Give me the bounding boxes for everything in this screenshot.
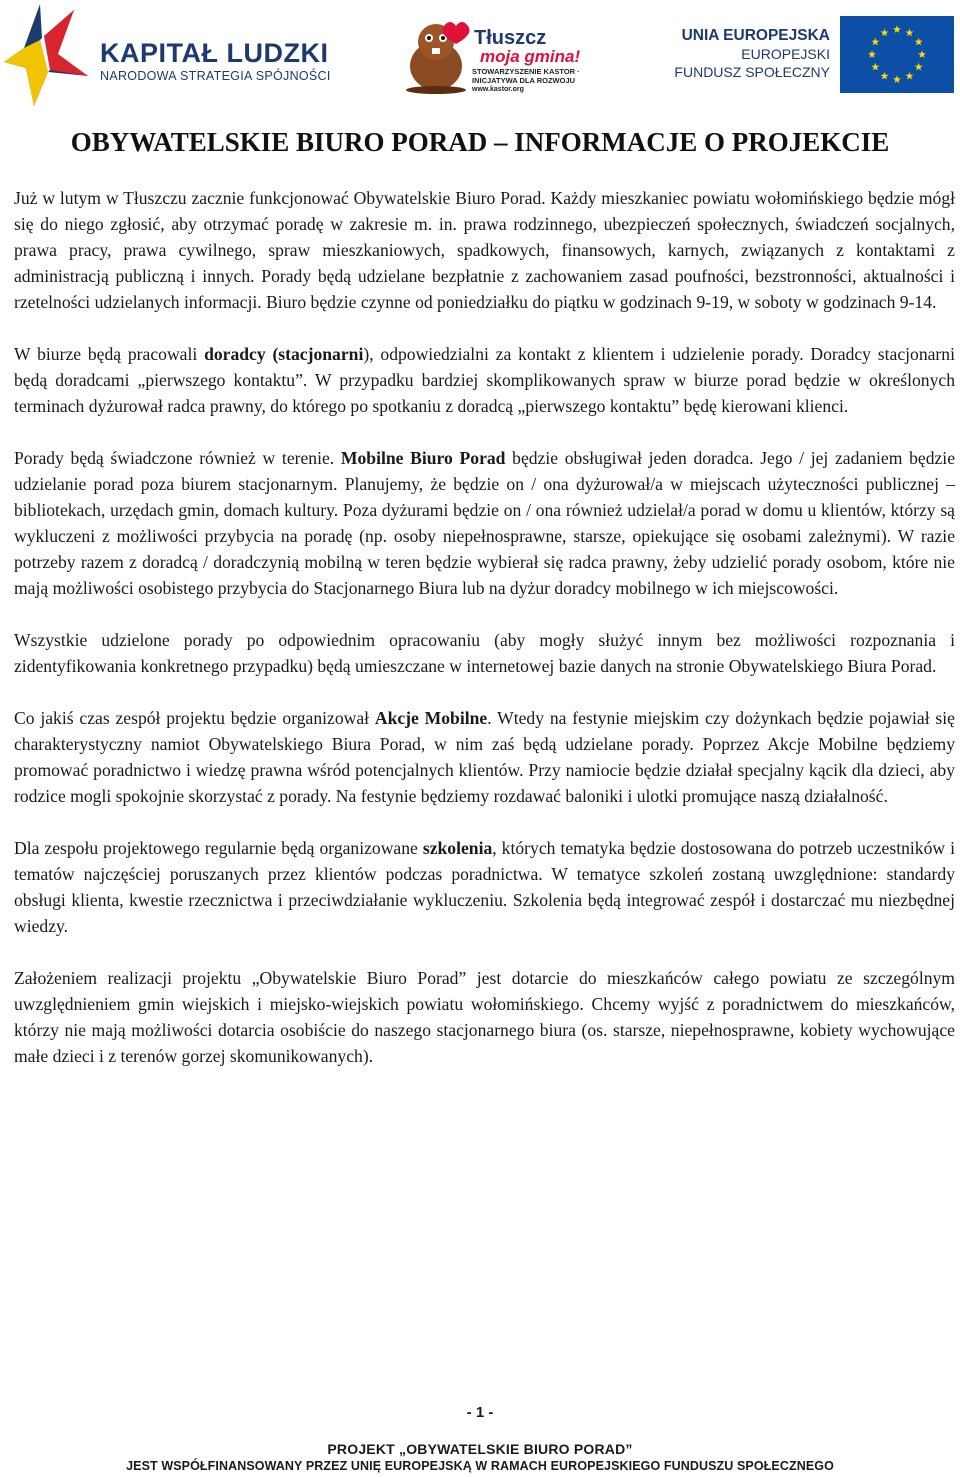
- page-header: [0, 0, 960, 108]
- kastor-slogan: moja gmina!: [480, 47, 581, 66]
- footer-line-2: JEST WSPÓŁFINANSOWANY PRZEZ UNIĘ EUROPEJSKĄ W RAMACH EUROPEJSKIEGO FUNDUSZU SPOŁECZNEGO: [126, 1459, 834, 1473]
- paragraph-database: Wszystkie udzielone porady po odpowiednim opracowaniu (aby mogły służyć innym bez możliwości rozpoznania i zidentyfikowania konkretnego przypadku) będą umieszczane w internetowej bazie danych na stronie Obywatelskiego Biura Porad.: [14, 630, 955, 676]
- text-run: ), odpowiedzialni za kontakt z klientem i udzielenie porady. Doradcy stacjonarni będą doradcami „pierwszego kontaktu”. W przypadku bardziej skomplikowanych spraw w biurze porad będzie w określonych terminach dyżurował radca prawny, do którego po spotkaniu z doradcą „pierwszego kontaktu” będę kierowani klienci.: [14, 344, 955, 416]
- beaver-icon: [400, 18, 472, 94]
- page-number: - 1 -: [466, 1404, 494, 1421]
- eu-line-1: UNIA EUROPEJSKA: [681, 27, 830, 44]
- eu-line-3: FUNDUSZ SPOŁECZNY: [674, 64, 830, 80]
- kapital-ludzki-star-icon: [4, 2, 100, 106]
- bold-text: Mobilne Biuro Porad: [340, 448, 506, 468]
- paragraph-mobile-office: [14, 445, 955, 601]
- paragraph-goal: Założeniem realizacji projektu „Obywatelskie Biuro Porad” jest dotarcie do mieszkańców całego powiatu ze szczególnym uwzględnieniem gmin wiejskich i miejsko-wiejskich powiatu wołomińskiego. Chcemy wyjść z poradnictwem do mieszkańców, którzy nie mają możliwości dotarcia osobiście do naszego stacjonarnego biura (os. starsze, niepełnosprawne, kobiety wychowujące małe dzieci i z terenów gorzej skomunikowanych).: [14, 968, 955, 1066]
- kapital-ludzki-subtitle: NARODOWA STRATEGIA SPÓJNOŚCI: [100, 69, 331, 83]
- bold-text: doradcy (stacjonarni: [204, 344, 364, 364]
- text-run: W biurze będą pracowali: [14, 344, 205, 364]
- paragraph-mobile-actions: [14, 705, 955, 809]
- kastor-title: Tłuszcz: [474, 27, 547, 49]
- eu-line-2: EUROPEJSKI: [741, 46, 830, 62]
- bold-text: szkolenia: [422, 838, 493, 858]
- paragraph-intro: Już w lutym w Tłuszczu zacznie funkcjonować Obywatelskie Biuro Porad. Każdy mieszkaniec powiatu wołomińskiego będzie mógł się do niego zgłosić, aby otrzymać poradę w zakresie m. in. prawa rodzinnego, ubezpieczeń społecznych, świadczeń socjalnych, prawa pracy, prawa cywilnego, spraw mieszkaniowych, spadkowych, finansowych, karnych, związanych z kontaktami z administracją publiczną i innych. Porady będą udzielane bezpłatnie z zachowaniem zasad poufności, bezstronności, aktualności i rzetelności udzielanych informacji. Biuro będzie czynne od poniedziałku do piątku w godzinach 9-19, w soboty w godzinach 9-14.: [14, 188, 955, 312]
- eu-flag-icon: [840, 16, 954, 93]
- page-title: OBYWATELSKIE BIURO PORAD – INFORMACJE O PROJEKCIE: [70, 127, 890, 157]
- bold-text: Akcje Mobilne: [374, 708, 488, 728]
- text-run: Dla zespołu projektowego regularnie będą organizowane: [14, 838, 423, 858]
- text-run: . Wtedy na festynie miejskim czy dożynkach będzie pojawiał się charakterystyczny namiot Obywatelskiego Biura Porad, w nim zaś będą udzielane porady. Poprzez Akcje Mobilne będziemy promować poradnictwo i wiedzę prawna wśród potencjalnych klientów. Przy namiocie będzie działał specjalny kącik dla dzieci, aby rodzice mogli spokojnie skorzystać z porady. Na festynie będziemy rozdawać baloniki i ulotki promujące naszą działalność.: [14, 708, 955, 806]
- document-body: [14, 185, 955, 1095]
- eu-logo-text: [666, 27, 830, 81]
- page-footer: [0, 1441, 960, 1474]
- kastor-organization: STOWARZYSZENIE KASTOR · INICJATYWA DLA ROZWOJU: [472, 67, 580, 85]
- footer-line-1: PROJEKT „OBYWATELSKIE BIURO PORAD”: [327, 1441, 633, 1457]
- text-run: Porady będą świadczone również w terenie.: [14, 448, 341, 468]
- text-run: , których tematyka będzie dostosowana do potrzeb uczestników i tematów najczęściej poruszanych przez klientów podczas poradnictwa. W tematyce szkoleń zostaną uwzględnione: standardy obsługi klienta, kwestie rzecznictwa i przeciwdziałanie wykluczeniu. Szkolenia będą integrować zespół i dostarczać mu niezbędnej wiedzy.: [14, 838, 955, 936]
- kastor-url: www.kastor.org: [472, 86, 524, 93]
- paragraph-training: [14, 835, 955, 939]
- kastor-logo: [400, 18, 600, 106]
- kapital-ludzki-logo: [4, 2, 344, 106]
- text-run: Co jakiś czas zespół projektu będzie organizował: [14, 708, 375, 728]
- kapital-ludzki-title: KAPITAŁ LUDZKI: [100, 38, 329, 68]
- paragraph-advisors: [14, 341, 955, 419]
- text-run: będzie obsługiwał jeden doradca. Jego / jej zadaniem będzie udzielanie porad poza biurem stacjonarnym. Planujemy, że będzie on / ona dyżurował/a w miejscach użyteczności publicznej – bibliotekach, urzędach gmin, domach kultury. Poza dyżurami będzie on / ona również udzielał/a porad w domu u klientów, którzy są wykluczeni z możliwości przybycia na poradę (np. osoby niepełnosprawne, starsze, opiekujące się osobami zależnymi). W razie potrzeby razem z doradcą / doradczynią mobilną w teren będzie wybierał się radca prawny, żeby udzielić porady osobom, które nie mają możliwości osobistego przybycia do Stacjonarnego Biura lub na dyżur doradcy mobilnego w ich miejscowości.: [14, 448, 955, 598]
